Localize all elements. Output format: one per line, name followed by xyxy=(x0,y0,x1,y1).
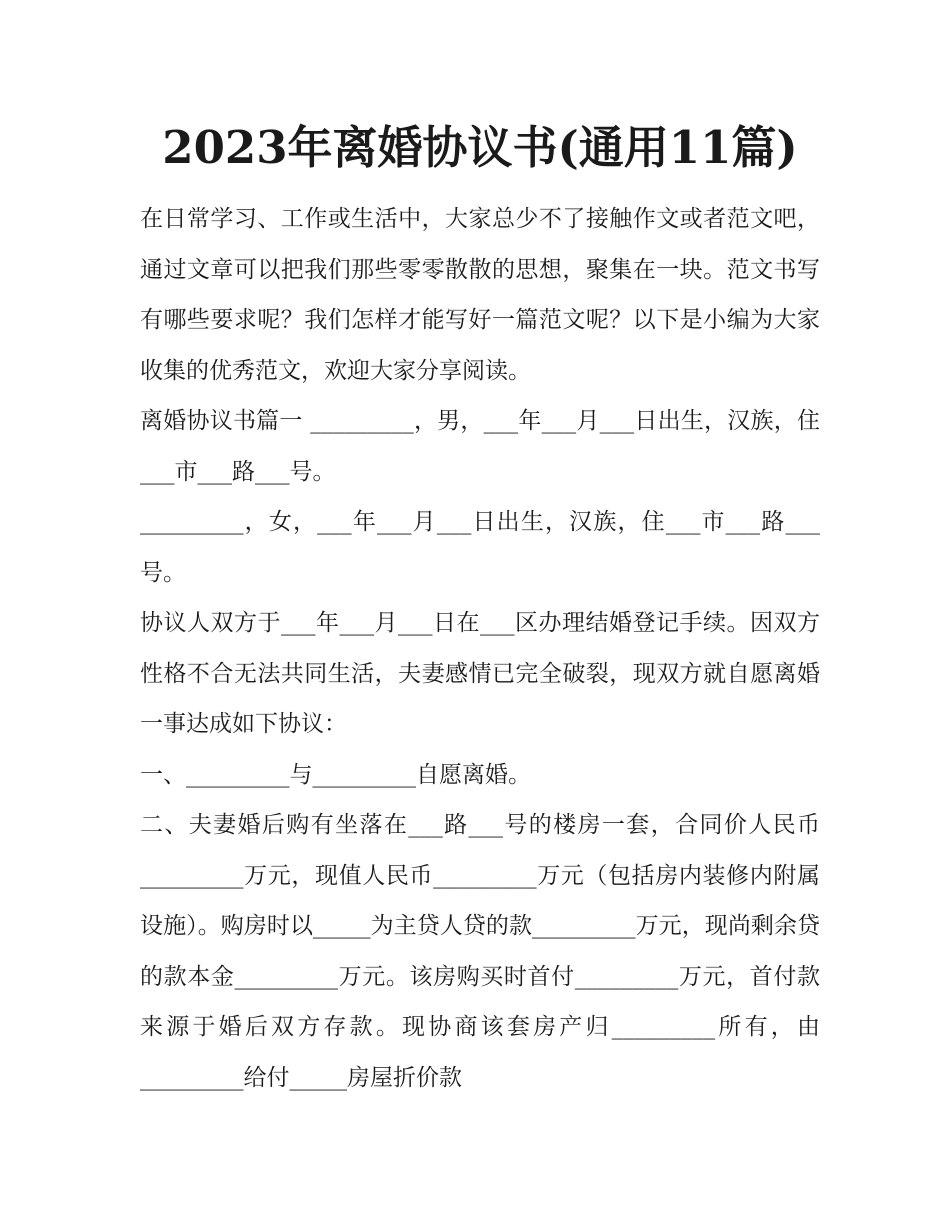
document-body xyxy=(140,194,820,1103)
document-page xyxy=(140,118,820,1103)
party-male-paragraph: 离婚协议书篇一 _________，男，___年___月___日出生，汉族，住___市___路___号。 xyxy=(140,408,820,485)
marriage-registration-paragraph: 协议人双方于___年___月___日在___区办理结婚登记手续。因双方性格不合无法共同生活，夫妻感情已完全破裂，现双方就自愿离婚一事达成如下协议： xyxy=(140,610,820,737)
intro-paragraph: 在日常学习、工作或生活中，大家总少不了接触作文或者范文吧，通过文章可以把我们那些零零散散的思想，聚集在一块。范文书写有哪些要求呢？我们怎样才能写好一篇范文呢？以下是小编为大家收集的优秀范文，欢迎大家分享阅读。 xyxy=(140,206,820,384)
document-title: 2023年离婚协议书(通用11篇) xyxy=(162,121,798,174)
clause-two-paragraph: 二、夫妻婚后购有坐落在___路___号的楼房一套，合同价人民币_________万元，现值人民币_________万元（包括房内装修内附属设施）。购房时以_____为主贷人贷的款_________万元，现尚剩余贷的款本金_________万元。该房购买时首付_________万元，首付款来源于婚后双方存款。现协商该套房产归_________所有，由_________给付_____房屋折价款 xyxy=(140,812,820,1091)
party-female-paragraph: _________，女，___年___月___日出生，汉族，住___市___路___号。 xyxy=(140,509,820,586)
clause-one-paragraph: 一、_________与_________自愿离婚。 xyxy=(140,761,531,788)
